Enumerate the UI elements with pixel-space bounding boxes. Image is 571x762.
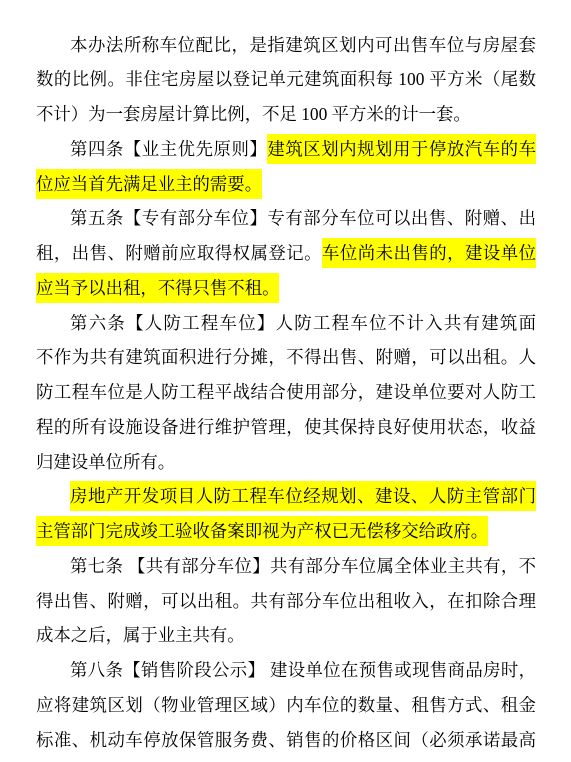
- highlighted-text: 建筑区划内规划用于停放汽车的车: [267, 134, 536, 164]
- paragraph-civil-defense-transfer: [36, 479, 536, 549]
- text-segment: 本办法所称车位配比，是指建筑区划内可出售车位与房屋套: [70, 34, 536, 55]
- text-line: [36, 445, 536, 480]
- paragraph-parking-ratio-definition: [36, 28, 536, 132]
- text-segment: 第六条【人防工程车位】人防工程车位不计入共有建筑面: [70, 312, 536, 333]
- text-line: [36, 132, 536, 167]
- text-line: [36, 340, 536, 375]
- text-line: [36, 514, 536, 549]
- text-segment: 成本之后，属于业主共有。: [36, 625, 245, 646]
- text-line: [36, 271, 536, 306]
- text-line: [36, 236, 536, 271]
- text-line: [36, 618, 536, 653]
- text-segment: 第七条 【共有部分车位】共有部分车位属全体业主共有，不: [70, 555, 536, 576]
- text-segment: 第八条【销售阶段公示】 建设单位在预售或现售商品房时，: [70, 660, 536, 681]
- text-line: [36, 97, 536, 132]
- text-line: [36, 28, 536, 63]
- paragraph-article-4: [36, 132, 536, 202]
- highlighted-text: 车位尚未出售的，建设单位: [322, 238, 536, 268]
- highlighted-text: 位应当首先满足业主的需要。: [36, 169, 262, 199]
- text-line: [36, 375, 536, 410]
- text-segment: 第五条【专有部分车位】专有部分车位可以出售、附赠、出: [70, 208, 536, 229]
- paragraph-article-6: [36, 306, 536, 480]
- text-line: [36, 306, 536, 341]
- text-line: [36, 549, 536, 584]
- text-segment: 程的所有设施设备进行维护管理，使其保持良好使用状态，收益: [36, 416, 536, 437]
- text-line: [36, 584, 536, 619]
- text-line: [36, 62, 536, 97]
- text-segment: 数的比例。非住宅房屋以登记单元建筑面积每 100 平方米（尾数: [36, 69, 536, 90]
- text-segment: 防工程车位是人防工程平战结合使用部分，建设单位要对人防工: [36, 382, 536, 403]
- text-segment: 应将建筑区划（物业管理区域）内车位的数量、租售方式、租金: [36, 694, 536, 715]
- text-line: [36, 688, 536, 723]
- highlighted-text: 主管部门完成竣工验收备案即视为产权已无偿移交给政府。: [36, 516, 488, 546]
- highlighted-text: 应当予以出租，不得只售不租。: [36, 273, 279, 303]
- text-segment: 得出售、附赠，可以出租。共有部分车位出租收入，在扣除合理: [36, 590, 536, 611]
- paragraph-article-5: [36, 201, 536, 305]
- text-line: [36, 653, 536, 688]
- text-line: [36, 723, 536, 758]
- text-segment: 归建设单位所有。: [36, 451, 176, 472]
- paragraph-article-7: [36, 549, 536, 653]
- text-segment: 标准、机动车停放保管服务费、销售的价格区间（必须承诺最高: [36, 729, 536, 750]
- article-heading: 第四条【业主优先原则】: [70, 138, 268, 159]
- text-line: [36, 479, 536, 514]
- text-segment: 不作为共有建筑面积进行分摊，不得出售、附赠，可以出租。人: [36, 347, 536, 368]
- text-line: [36, 201, 536, 236]
- text-line: [36, 167, 536, 202]
- text-segment: 不计）为一套房屋计算比例，不足 100 平方米的计一套。: [36, 104, 471, 125]
- text-line: [36, 410, 536, 445]
- text-segment: 租，出售、附赠前应取得权属登记。: [36, 243, 322, 264]
- paragraph-article-8: [36, 653, 536, 757]
- highlighted-text: 房地产开发项目人防工程车位经规划、建设、人防主管部门: [70, 481, 536, 511]
